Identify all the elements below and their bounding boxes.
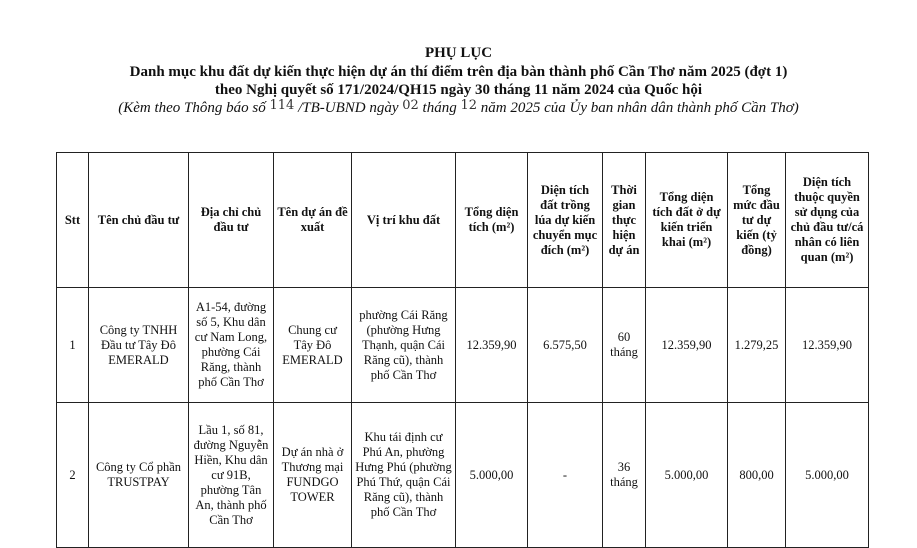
header-investment: Tổng mức đầu tư dự kiến (tỷ đồng) [728,153,786,288]
cell-owned-area: 5.000,00 [786,403,869,548]
cell-duration: 60 tháng [603,288,646,403]
cell-investor: Công ty Cổ phần TRUSTPAY [89,403,189,548]
table-row [57,403,869,548]
cell-stt: 2 [57,403,89,548]
table-header-row [57,153,869,288]
resolution-reference: theo Nghị quyết số 171/2024/QH15 ngày 30 tháng 11 năm 2024 của Quốc hội [214,82,703,98]
cell-project: Dự án nhà ở Thương mại FUNDGO TOWER [274,403,352,548]
header-stt: Stt [57,153,89,288]
cell-rice-area: - [528,403,603,548]
cell-location: Khu tái định cư Phú An, phường Hưng Phú (phường Phú Thứ, quận Cái Răng cũ), thành phố Cần Thơ [352,403,456,548]
cell-investor: Công ty TNHH Đầu tư Tây Đô EMERALD [89,288,189,403]
cell-residential-area: 12.359,90 [646,288,728,403]
notice-number: 114 [269,98,295,113]
notice-reference [0,99,917,118]
cell-address: Lầu 1, số 81, đường Nguyễn Hiền, Khu dân cư 91B, phường Tân An, thành phố Cần Thơ [189,403,274,548]
header-duration: Thời gian thực hiện dự án [603,153,646,288]
cell-project: Chung cư Tây Đô EMERALD [274,288,352,403]
cell-stt: 1 [57,288,89,403]
header-investor: Tên chủ đầu tư [89,153,189,288]
notice-text-part2: /TB-UBND ngày [294,100,403,116]
header-rice-area: Diện tích đất trồng lúa dự kiến chuyển mục đích (m²) [528,153,603,288]
header-location: Vị trí khu đất [352,153,456,288]
table-row [57,288,869,403]
header-residential-area: Tổng diện tích đất ở dự kiến triển khai (m²) [646,153,728,288]
cell-duration: 36 tháng [603,403,646,548]
notice-text-part3: tháng [418,100,461,116]
cell-rice-area: 6.575,50 [528,288,603,403]
appendix-title: PHỤ LỤC [424,45,493,61]
notice-day: 02 [402,98,419,113]
notice-month: 12 [460,98,477,113]
header-owned-area: Diện tích thuộc quyền sử dụng của chủ đầu tư/cá nhân có liên quan (m²) [786,153,869,288]
header-project: Tên dự án đề xuất [274,153,352,288]
land-list-table [56,152,869,548]
cell-address: A1-54, đường số 5, Khu dân cư Nam Long, phường Cái Răng, thành phố Cần Thơ [189,288,274,403]
cell-investment: 800,00 [728,403,786,548]
cell-investment: 1.279,25 [728,288,786,403]
cell-owned-area: 12.359,90 [786,288,869,403]
list-title: Danh mục khu đất dự kiến thực hiện dự án thí điểm trên địa bàn thành phố Cần Thơ năm 2025 (đợt 1) [129,64,788,80]
cell-residential-area: 5.000,00 [646,403,728,548]
cell-total-area: 5.000,00 [456,403,528,548]
notice-text-part1: (Kèm theo Thông báo số [118,100,270,116]
cell-location: phường Cái Răng (phường Hưng Thạnh, quận Cái Răng cũ), thành phố Cần Thơ [352,288,456,403]
notice-text-part4: năm 2025 của Ủy ban nhân dân thành phố Cần Thơ) [477,100,799,116]
header-address: Địa chỉ chủ đầu tư [189,153,274,288]
header-total-area: Tổng diện tích (m²) [456,153,528,288]
cell-total-area: 12.359,90 [456,288,528,403]
